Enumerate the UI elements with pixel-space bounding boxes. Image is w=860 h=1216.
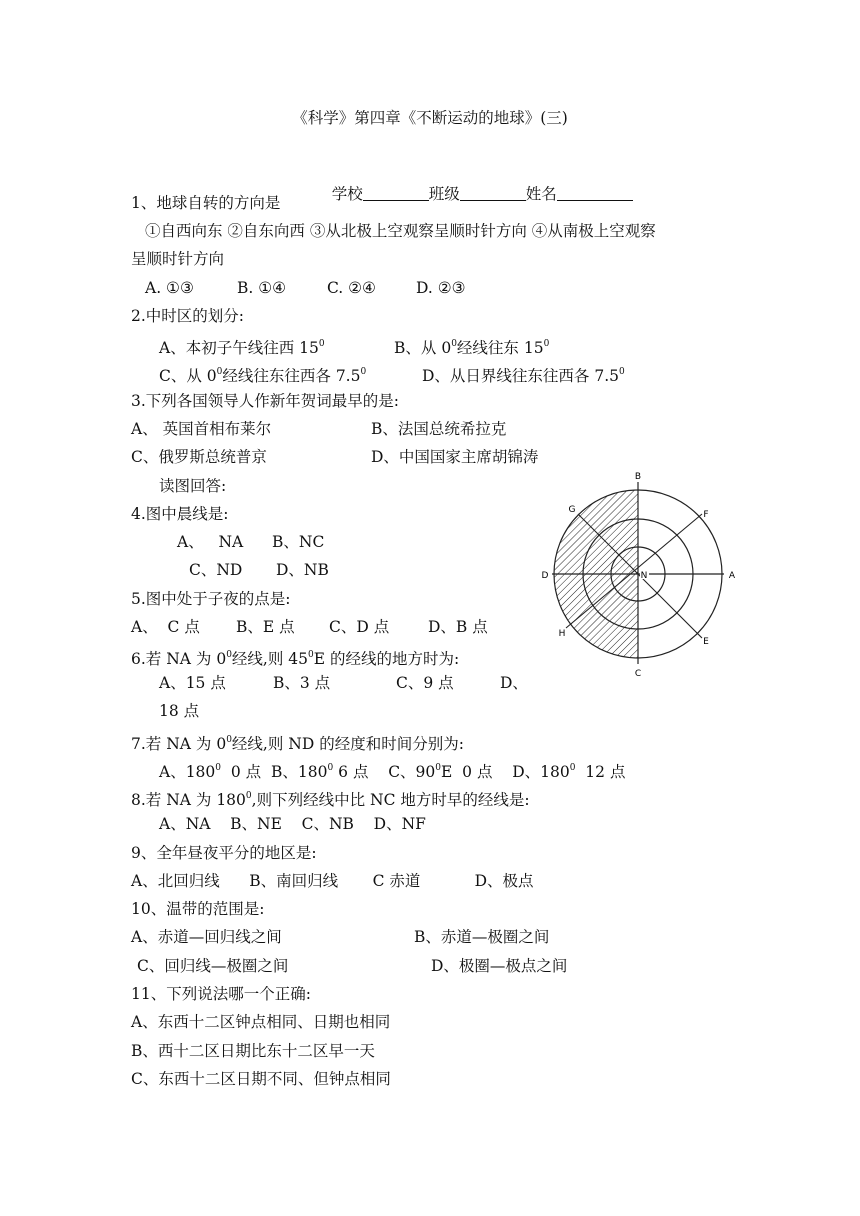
- q6-stem: [131, 645, 459, 669]
- label-g: G: [568, 505, 576, 515]
- name-blank[interactable]: [557, 185, 633, 201]
- degree-mark: 0: [327, 763, 334, 773]
- class-label: 班级: [428, 185, 460, 203]
- q1-stem: 1、地球自转的方向是: [131, 194, 281, 212]
- degree-mark: 0: [619, 367, 625, 377]
- q7-stem: [131, 730, 464, 754]
- page-title: 《科学》第四章《不断运动的地球》(三): [292, 109, 568, 127]
- q2-a-text: A、本初子午线往西 15: [159, 339, 319, 357]
- q5-stem: 5.图中处于子夜的点是:: [131, 590, 291, 608]
- q7-a-2: 0 点: [221, 763, 262, 781]
- q3-option-a: A、 英国首相布莱尔: [131, 420, 272, 438]
- q6-option-d-cont: 18 点: [159, 702, 200, 720]
- q7-c: C、90: [388, 763, 436, 781]
- label-a: A: [728, 571, 736, 581]
- q3-option-d: D、中国国家主席胡锦涛: [371, 448, 539, 466]
- label-h: H: [558, 629, 566, 639]
- q7-stem-text: 7.若 NA 为 0: [131, 735, 227, 753]
- q7-d-2: 12 点: [575, 763, 626, 781]
- label-n: N: [640, 571, 648, 581]
- q7-stem-text-2: 经线,则 ND 的经度和时间分别为:: [231, 735, 464, 753]
- q6-stem-text-2: 经线,则 45: [231, 650, 308, 668]
- label-d: D: [541, 571, 549, 581]
- label-e: E: [703, 637, 709, 647]
- q2-d-text: D、从日界线往东往西各 7.5: [422, 367, 620, 385]
- student-info-line: [312, 164, 633, 224]
- q1-option-c: C. ②④: [327, 279, 376, 297]
- read-figure-prompt: 读图回答:: [159, 477, 227, 495]
- q2-c-text-2: 经线往东往西各 7.5: [222, 367, 361, 385]
- q7-b-2: 6 点: [333, 763, 369, 781]
- degree-mark: 0: [360, 367, 367, 377]
- degree-mark: 0: [435, 763, 442, 773]
- degree-mark: 0: [569, 763, 576, 773]
- label-b: B: [634, 472, 642, 482]
- q4-option-a: A、 NA: [177, 533, 244, 551]
- degree-mark: 0: [215, 763, 222, 773]
- q1-option-a: A. ①③: [145, 279, 194, 297]
- q7-c-2: E 0 点: [441, 763, 493, 781]
- q6-option-d: D、: [500, 674, 528, 692]
- q9-options: A、北回归线 B、南回归线 C 赤道 D、极点: [131, 872, 534, 890]
- q9-stem: 9、全年昼夜平分的地区是:: [131, 844, 317, 862]
- q5-option-c: C、D 点: [329, 618, 390, 636]
- q10-option-b: B、赤道—极圈之间: [414, 928, 550, 946]
- q2-c-text: C、从 0: [159, 367, 217, 385]
- q6-stem-text-3: E 的经线的地方时为:: [313, 650, 460, 668]
- q1-choices-line2: 呈顺时针方向: [131, 250, 225, 268]
- degree-mark: 0: [543, 339, 550, 349]
- degree-mark: 0: [226, 650, 232, 660]
- degree-mark: 0: [245, 791, 252, 801]
- q1-choices-line1: ①自西向东 ②自东向西 ③从北极上空观察呈顺时针方向 ④从南极上空观察: [145, 222, 656, 240]
- q4-option-c: C、ND: [189, 561, 243, 579]
- q6-option-c: C、9 点: [396, 674, 454, 692]
- q8-stem-text-2: ,则下列经线中比 NC 地方时早的经线是:: [251, 791, 530, 809]
- q7-a: A、180: [159, 763, 216, 781]
- q6-stem-text: 6.若 NA 为 0: [131, 650, 227, 668]
- q2-stem: 2.中时区的划分:: [131, 307, 245, 325]
- q7-options: [159, 758, 625, 782]
- polar-illumination-diagram: [536, 468, 746, 680]
- label-c: C: [634, 669, 642, 679]
- q6-option-b: B、3 点: [273, 674, 331, 692]
- q2-b-text-2: 经线往东 15: [456, 339, 544, 357]
- q5-option-b: B、E 点: [236, 618, 295, 636]
- q3-stem: 3.下列各国领导人作新年贺词最早的是:: [131, 392, 400, 410]
- q4-stem: 4.图中晨线是:: [131, 505, 229, 523]
- q11-stem: 11、下列说法哪一个正确:: [131, 985, 311, 1003]
- q10-option-d: D、极圈—极点之间: [431, 957, 568, 975]
- school-label: 学校: [331, 185, 363, 203]
- name-label: 姓名: [525, 185, 557, 203]
- degree-mark: 0: [451, 339, 457, 349]
- q4-option-b: B、NC: [272, 533, 325, 551]
- q2-option-a: [159, 334, 325, 358]
- q10-option-c: C、回归线—极圈之间: [137, 957, 289, 975]
- q5-option-d: D、B 点: [428, 618, 488, 636]
- q6-option-a: A、15 点: [159, 674, 226, 692]
- degree-mark: 0: [226, 735, 232, 745]
- q10-stem: 10、温带的范围是:: [131, 900, 265, 918]
- q11-option-b: B、西十二区日期比东十二区早一天: [131, 1042, 375, 1060]
- q8-stem-text: 8.若 NA 为 180: [131, 791, 246, 809]
- q4-option-d: D、NB: [276, 561, 329, 579]
- school-blank[interactable]: [363, 185, 429, 201]
- q8-options: A、NA B、NE C、NB D、NF: [159, 815, 426, 833]
- q2-option-d: [422, 362, 625, 386]
- q2-b-text: B、从 0: [394, 339, 452, 357]
- q2-option-b: [394, 334, 549, 358]
- q8-stem: [131, 786, 530, 810]
- q5-option-a: A、 C 点: [131, 618, 200, 636]
- degree-mark: 0: [318, 339, 325, 349]
- label-f: F: [703, 510, 709, 520]
- q10-option-a: A、赤道—回归线之间: [131, 928, 282, 946]
- q7-d: D、180: [512, 763, 570, 781]
- q1-option-d: D. ②③: [416, 279, 466, 297]
- q1-option-b: B. ①④: [237, 279, 287, 297]
- q2-option-c: [159, 362, 366, 386]
- q3-option-b: B、法国总统希拉克: [371, 420, 507, 438]
- degree-mark: 0: [216, 367, 223, 377]
- q7-b: B、180: [271, 763, 328, 781]
- q11-option-a: A、东西十二区钟点相同、日期也相同: [131, 1013, 391, 1031]
- q3-option-c: C、俄罗斯总统普京: [131, 448, 267, 466]
- degree-mark: 0: [308, 650, 314, 660]
- q11-option-c: C、东西十二区日期不同、但钟点相同: [131, 1070, 391, 1088]
- class-blank[interactable]: [460, 185, 526, 201]
